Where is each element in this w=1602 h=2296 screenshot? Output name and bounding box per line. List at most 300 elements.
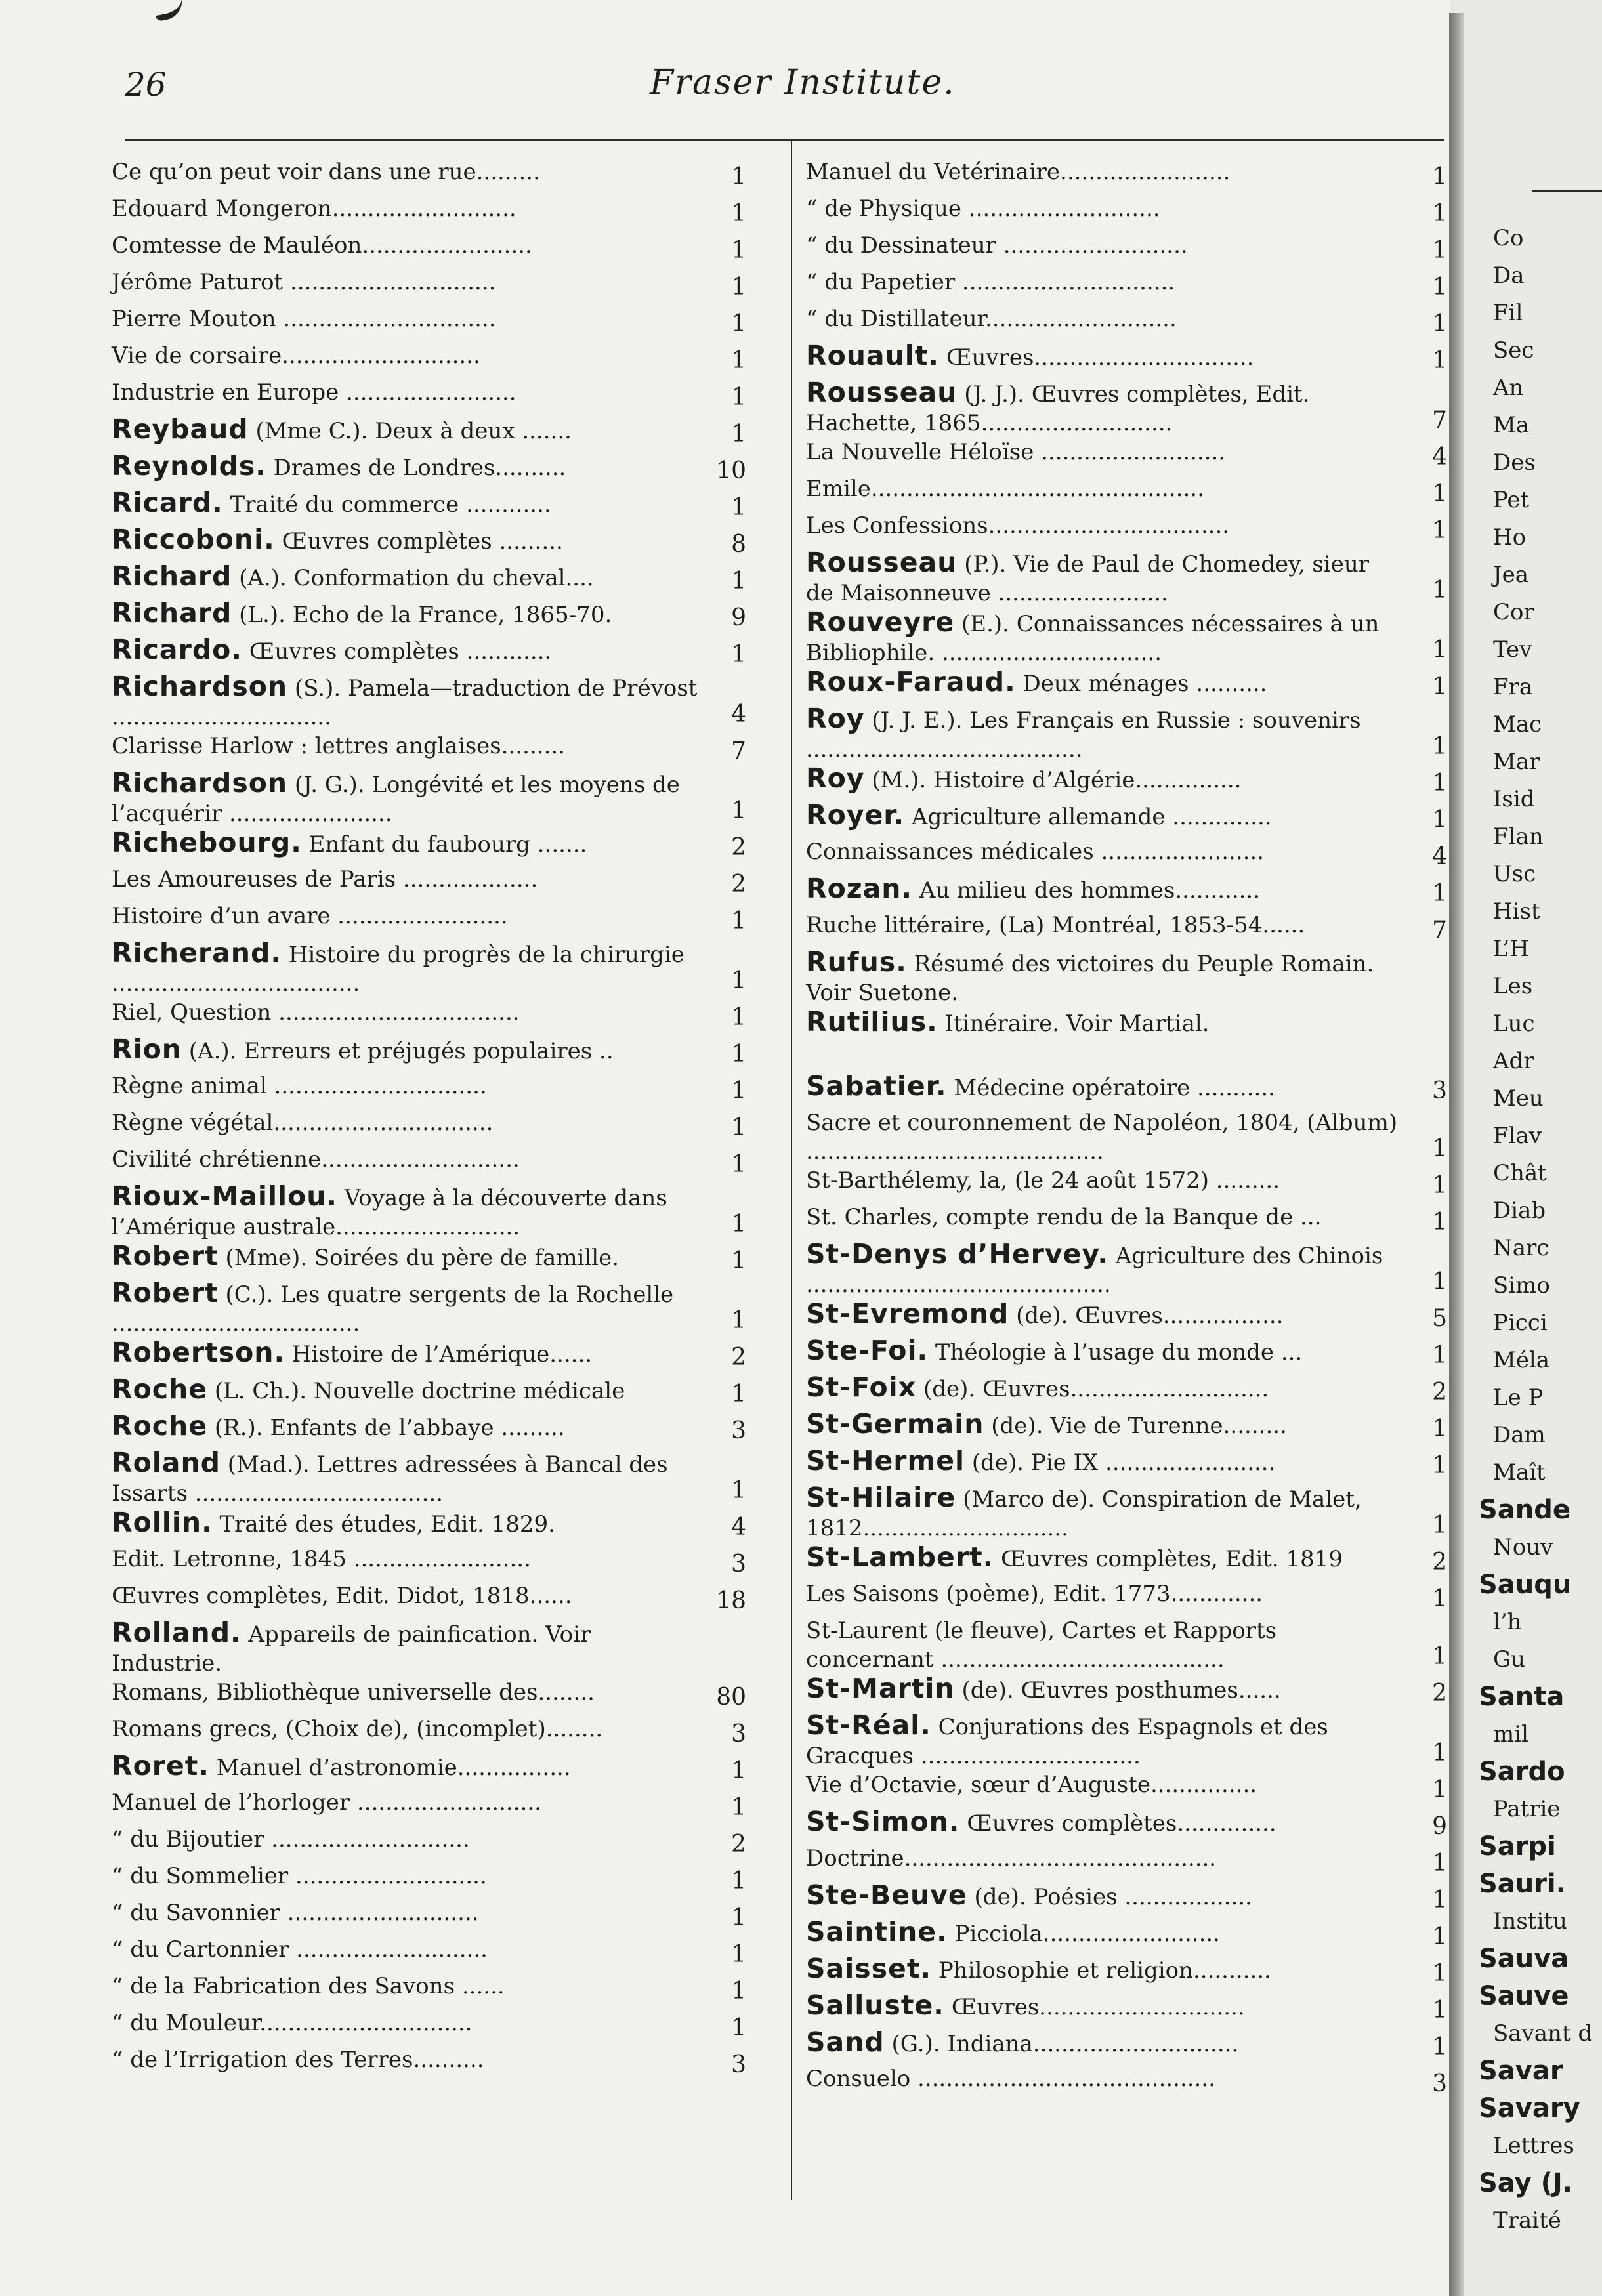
entry-text <box>112 635 702 666</box>
entry-volume-count: 1 <box>1432 310 1447 337</box>
entry-author: Robert <box>112 1277 219 1308</box>
entry-author: Roret. <box>112 1750 209 1782</box>
next-page-entry-fragment: Institu <box>1493 1908 1567 1934</box>
entry-volume-count: 1 <box>1432 1643 1447 1670</box>
entry-text <box>112 1035 702 1066</box>
entry-title: (de). Œuvres............................ <box>916 1376 1269 1402</box>
entry-text <box>112 1678 702 1707</box>
entry-title: Œuvres complètes ............ <box>242 638 552 665</box>
entry-author: St-Simon. <box>806 1806 960 1837</box>
entry-title: Jérôme Paturot ............................. <box>112 269 496 295</box>
entry-volume-count: 1 <box>731 310 746 337</box>
entry-text <box>112 1715 702 1743</box>
next-page-entry-fragment: Dam <box>1493 1422 1546 1448</box>
catalog-entry <box>806 1991 1452 2028</box>
entry-volume-count: 3 <box>731 1417 746 1444</box>
entry-title: Picciola......................... <box>947 1921 1220 1947</box>
entry-text <box>806 667 1403 698</box>
entry-volume-count: 1 <box>1432 1452 1447 1479</box>
next-page-entry-fragment: Narc <box>1493 1235 1549 1261</box>
catalog-entry <box>806 801 1452 837</box>
entry-author: Roche <box>112 1373 208 1405</box>
entry-title: Œuvres complètes, Edit. Didot, 1818...... <box>112 1583 572 1609</box>
entry-text <box>806 948 1403 1007</box>
entry-author: St-Hermel <box>806 1445 965 1476</box>
entry-text <box>806 1446 1403 1477</box>
next-page-entry-fragment: Savant d <box>1493 2020 1593 2047</box>
catalog-entry <box>806 1674 1452 1711</box>
entry-title: Connaissances médicales ....................... <box>806 839 1265 865</box>
next-page-entry-fragment: Sauve <box>1479 1981 1569 2011</box>
entry-volume-count: 1 <box>1432 1997 1447 2024</box>
catalog-entry <box>806 378 1452 438</box>
entry-text <box>112 1618 702 1678</box>
entry-volume-count: 1 <box>731 2014 746 2041</box>
catalog-entry <box>112 1145 751 1182</box>
entry-volume-count: 2 <box>731 1831 746 1858</box>
entry-author: Ste-Beuve <box>806 1879 967 1911</box>
entry-text <box>112 828 702 859</box>
next-page-entry-fragment: Usc <box>1493 861 1536 887</box>
entry-title: “ de Physique ........................... <box>806 196 1160 222</box>
catalog-entry <box>806 2028 1452 2064</box>
entry-author: Royer. <box>806 799 905 831</box>
entry-title: Philosophie et religion........... <box>931 1957 1271 1984</box>
entry-volume-count: 1 <box>1432 733 1447 760</box>
next-page-entry-fragment: Sauri. <box>1479 1869 1566 1899</box>
entry-title: Vie de corsaire............................ <box>112 343 480 369</box>
entry-title: “ du Cartonnier ........................... <box>112 1936 488 1963</box>
catalog-entry <box>806 231 1452 268</box>
next-page-entry-fragment: Savary <box>1479 2093 1580 2123</box>
entry-volume-count: 1 <box>1432 163 1447 190</box>
entry-author: Saisset. <box>806 1953 932 1984</box>
entry-text <box>806 548 1403 608</box>
entry-title: Les Confessions.................................. <box>806 512 1230 539</box>
entry-volume-count: 1 <box>731 568 746 595</box>
catalog-entry <box>112 732 751 768</box>
catalog-entry <box>806 1807 1452 1844</box>
entry-title: Règne végétal............................... <box>112 1110 494 1136</box>
entry-text <box>112 451 702 482</box>
entry-volume-count: 2 <box>731 871 746 898</box>
entry-volume-count: 1 <box>731 421 746 448</box>
entry-volume-count: 1 <box>731 908 746 934</box>
catalog-entry <box>112 1448 751 1508</box>
entry-title: St-Laurent (le fleuve), Cartes et Rapports concernant ........................................ <box>806 1618 1277 1673</box>
next-page-column <box>1479 220 1602 2240</box>
entry-text <box>806 1203 1403 1232</box>
column-divider <box>791 139 792 2200</box>
entry-text <box>806 194 1403 223</box>
next-page-entry-fragment: Jea <box>1493 562 1529 588</box>
entry-title: Sacre et couronnement de Napoléon, 1804, (Album) .......................................... <box>806 1110 1398 1165</box>
catalog-entry <box>806 1579 1452 1616</box>
entry-title: Au milieu des hommes............ <box>912 877 1261 904</box>
entry-title: Les Amoureuses de Paris ................... <box>112 866 538 892</box>
entry-volume-count: 1 <box>1432 200 1447 227</box>
next-page-entry-fragment: Sauqu <box>1479 1570 1572 1600</box>
entry-title: Théologie à l’usage du monde ... <box>928 1339 1303 1366</box>
next-page-entry-fragment: Pet <box>1493 487 1530 513</box>
entry-text <box>806 1579 1403 1608</box>
entry-author: Sabatier. <box>806 1070 947 1102</box>
catalog-entry <box>806 194 1452 231</box>
entry-title: (E.). Connaissances nécessaires à un Bibliophile. ............................... <box>806 611 1380 666</box>
catalog-entry <box>806 1007 1452 1044</box>
entry-text <box>806 1616 1403 1674</box>
entry-text <box>806 2028 1403 2058</box>
entry-author: Richardson <box>112 767 288 799</box>
entry-title: Romans, Bibliothèque universelle des........ <box>112 1679 595 1705</box>
entry-author: Roche <box>112 1410 208 1442</box>
catalog-entry <box>806 1336 1452 1373</box>
entry-title: (Marco de). Conspiration de Malet, 1812............................. <box>806 1486 1362 1541</box>
entry-volume-count: 1 <box>731 1211 746 1238</box>
entry-volume-count: 1 <box>1432 1512 1447 1539</box>
next-page-entry-fragment: An <box>1493 375 1524 401</box>
entry-title: Agriculture des Chinois ........................................... <box>806 1243 1383 1298</box>
entry-title: Vie d’Octavie, sœur d’Auguste............... <box>806 1772 1257 1798</box>
catalog-entry <box>112 635 751 672</box>
next-page-entry-fragment: Co <box>1493 225 1524 251</box>
catalog-entry <box>806 438 1452 474</box>
entry-text <box>112 672 702 732</box>
catalog-entry <box>112 2009 751 2045</box>
entry-volume-count: 4 <box>1432 444 1447 470</box>
entry-author: Richardson <box>112 671 288 702</box>
entry-title: Appareils de painfication. Voir Industrie. <box>112 1621 591 1677</box>
entry-text <box>112 378 702 407</box>
entry-text <box>806 304 1403 333</box>
entry-text <box>112 938 702 998</box>
entry-title: Ruche littéraire, (La) Montréal, 1853-54...... <box>806 912 1305 938</box>
entry-volume-count: 2 <box>1432 1680 1447 1707</box>
entry-text <box>112 304 702 333</box>
catalog-entry <box>806 1770 1452 1807</box>
page-gutter-shadow <box>1449 13 1464 2296</box>
next-page-entry-fragment: Lettres <box>1493 2133 1574 2159</box>
catalog-entry <box>112 998 751 1035</box>
entry-title: Œuvres complètes, Edit. 1819 <box>994 1546 1343 1572</box>
entry-title: Comtesse de Mauléon........................ <box>112 232 532 259</box>
next-page-entry-fragment: Le P <box>1493 1385 1544 1411</box>
entry-title: (G.). Indiana............................. <box>884 2031 1239 2057</box>
entry-title: (de). Œuvres posthumes...... <box>954 1677 1281 1703</box>
entry-volume-count: 1 <box>731 1904 746 1931</box>
catalog-entry <box>112 1411 751 1448</box>
entry-volume-count: 1 <box>731 237 746 264</box>
next-page-entry-fragment: Nouv <box>1493 1534 1553 1560</box>
catalog-entry <box>806 1299 1452 1336</box>
entry-title: “ du Sommelier ........................... <box>112 1863 487 1889</box>
entry-volume-count: 1 <box>731 1077 746 1104</box>
entry-text <box>806 1072 1403 1102</box>
entry-text <box>112 194 702 223</box>
entry-text <box>112 1581 702 1610</box>
entry-volume-count: 1 <box>1432 1585 1447 1612</box>
entry-title: “ du Savonnier ........................... <box>112 1900 479 1926</box>
catalog-entry <box>112 1715 751 1751</box>
entry-title: (de). Œuvres................. <box>1009 1303 1284 1329</box>
entry-text <box>806 2064 1403 2093</box>
scan-mark <box>152 0 185 22</box>
header-rule <box>125 139 1444 141</box>
catalog-entry <box>806 764 1452 801</box>
entry-volume-count: 2 <box>1432 1379 1447 1406</box>
entry-volume-count: 2 <box>731 834 746 861</box>
catalog-entry <box>112 1072 751 1108</box>
entry-text <box>806 1373 1403 1404</box>
entry-text <box>112 1072 702 1100</box>
entry-title: Histoire du progrès de la chirurgie ................................... <box>112 942 685 997</box>
entry-title: (L. Ch.). Nouvelle doctrine médicale <box>207 1378 625 1404</box>
next-page-entry-fragment: Chât <box>1493 1160 1547 1186</box>
entry-text <box>806 1166 1403 1195</box>
entry-title: Conjurations des Espagnols et des Gracques ............................... <box>806 1714 1328 1769</box>
entry-title: Doctrine............................................ <box>806 1845 1217 1871</box>
entry-author: Riccoboni. <box>112 524 275 555</box>
entry-title: (A.). Conformation du cheval.... <box>232 565 594 591</box>
next-page-entry-fragment: Flan <box>1493 824 1544 850</box>
entry-volume-count: 1 <box>731 1004 746 1031</box>
catalog-entry <box>112 1678 751 1715</box>
entry-text <box>112 1278 702 1338</box>
catalog-entry <box>112 1751 751 1788</box>
next-page-entry-fragment: l’h <box>1493 1609 1522 1635</box>
entry-author: Rouault. <box>806 340 940 371</box>
entry-author: Rufus. <box>806 946 907 978</box>
entry-text <box>806 1543 1403 1574</box>
entry-text <box>806 511 1403 540</box>
entry-author: St-Réal. <box>806 1709 931 1741</box>
next-page-entry-fragment: Cor <box>1493 599 1534 625</box>
page-number: 26 <box>125 66 167 104</box>
entry-title: (M.). Histoire d’Algérie............... <box>864 767 1242 793</box>
entry-text <box>112 157 702 186</box>
entry-volume-count: 1 <box>1432 1268 1447 1295</box>
catalog-entry <box>112 1581 751 1618</box>
entry-text <box>112 415 702 446</box>
entry-volume-count: 4 <box>731 1514 746 1541</box>
entry-volume-count: 1 <box>731 494 746 521</box>
entry-author: Sand <box>806 2026 885 2058</box>
next-page-entry-fragment: Santa <box>1479 1682 1565 1712</box>
entry-author: Ricardo. <box>112 634 242 665</box>
catalog-entry <box>112 268 751 304</box>
entry-title: Agriculture allemande .............. <box>904 804 1272 830</box>
entry-text <box>806 837 1403 866</box>
entry-volume-count: 3 <box>1432 2070 1447 2097</box>
next-page-entry-fragment: Da <box>1493 262 1525 289</box>
entry-volume-count: 1 <box>1432 274 1447 301</box>
entry-text <box>806 231 1403 260</box>
entry-title: “ du Papetier .............................. <box>806 269 1175 295</box>
entry-text <box>806 1240 1403 1299</box>
catalog-entry <box>806 304 1452 341</box>
entry-volume-count: 1 <box>731 1477 746 1504</box>
entry-author: Rozan. <box>806 873 913 904</box>
next-page-entry-fragment: L’H <box>1493 936 1529 962</box>
catalog-entry <box>112 1108 751 1145</box>
entry-title: Histoire de l’Amérique...... <box>285 1341 593 1367</box>
entry-text <box>806 1844 1403 1873</box>
entry-volume-count: 1 <box>731 1307 746 1334</box>
catalog-entry <box>806 1240 1452 1299</box>
entry-author: Roux-Faraud. <box>806 666 1016 698</box>
catalog-entry <box>806 1881 1452 1917</box>
entry-volume-count: 1 <box>731 163 746 190</box>
catalog-entry <box>806 1711 1452 1770</box>
entry-volume-count: 8 <box>731 531 746 558</box>
entry-text <box>806 378 1403 438</box>
entry-text <box>112 268 702 297</box>
entry-title: Emile............................................... <box>806 476 1204 502</box>
catalog-entry <box>112 1618 751 1678</box>
entry-author: Ricard. <box>112 487 223 518</box>
next-page-entry-fragment: Patrie <box>1493 1796 1561 1822</box>
catalog-entry <box>112 1035 751 1072</box>
entry-volume-count: 7 <box>731 738 746 764</box>
entry-volume-count: 1 <box>1432 1172 1447 1199</box>
entry-volume-count: 1 <box>1432 673 1447 700</box>
entry-text <box>806 1954 1403 1985</box>
entry-title: Drames de Londres.......... <box>266 455 566 481</box>
entry-title: (Mme C.). Deux à deux ....... <box>248 418 572 444</box>
entry-volume-count: 7 <box>1432 407 1447 434</box>
entry-title: (R.). Enfants de l’abbaye ......... <box>207 1415 565 1441</box>
entry-text <box>806 1409 1403 1440</box>
entry-author: Rollin. <box>112 1507 213 1538</box>
catalog-entry <box>112 1242 751 1278</box>
entry-title: Histoire d’un avare ........................ <box>112 903 508 929</box>
entry-volume-count: 18 <box>716 1587 746 1614</box>
catalog-entry <box>806 1844 1452 1881</box>
entry-title: Civilité chrétienne............................ <box>112 1146 520 1173</box>
entry-volume-count: 1 <box>1432 1887 1447 1913</box>
entry-text <box>806 1881 1403 1911</box>
catalog-entry <box>806 837 1452 874</box>
entry-title: “ du Bijoutier ............................ <box>112 1826 470 1852</box>
catalog-entry <box>112 378 751 415</box>
entry-text <box>112 231 702 260</box>
next-page-entry-fragment: Fil <box>1493 300 1523 326</box>
catalog-entry <box>806 667 1452 704</box>
entry-author: Roland <box>112 1447 221 1478</box>
next-page-entry-fragment: Mar <box>1493 749 1540 775</box>
entry-author: Ste-Foi. <box>806 1335 929 1366</box>
entry-title: Manuel de l’horloger .......................... <box>112 1789 541 1816</box>
catalog-entry <box>112 828 751 865</box>
catalog-entry <box>112 902 751 938</box>
entry-title: Edouard Mongeron.......................... <box>112 196 516 222</box>
entry-author: Reybaud <box>112 413 249 445</box>
catalog-entry <box>112 865 751 902</box>
entry-author: Richerand. <box>112 937 282 969</box>
entry-volume-count: 4 <box>731 701 746 728</box>
entry-text <box>806 874 1403 905</box>
entry-volume-count: 3 <box>731 1551 746 1577</box>
entry-title: Edit. Letronne, 1845 ......................... <box>112 1546 531 1572</box>
next-page-entry-fragment: Picci <box>1493 1310 1548 1336</box>
catalog-entry <box>112 1545 751 1581</box>
next-page-entry-fragment: Meu <box>1493 1085 1544 1112</box>
next-page-entry-fragment: Sardo <box>1479 1757 1565 1787</box>
entry-text <box>806 704 1403 764</box>
entry-text <box>806 1917 1403 1948</box>
entry-volume-count: 1 <box>1432 770 1447 797</box>
next-page-entry-fragment: Gu <box>1493 1646 1526 1673</box>
entry-volume-count: 2 <box>731 1344 746 1371</box>
catalog-entry <box>806 1616 1452 1674</box>
entry-text <box>112 1338 702 1369</box>
entry-text <box>112 1375 702 1406</box>
entry-title: Enfant du faubourg ....... <box>301 831 587 858</box>
next-page-entry-fragment: Savar <box>1479 2056 1563 2086</box>
catalog-entry <box>806 1072 1452 1108</box>
catalog-entry <box>806 1166 1452 1203</box>
next-page-entry-fragment: Isid <box>1493 786 1535 812</box>
entry-title: Résumé des victoires du Peuple Romain. Voir Suetone. <box>806 951 1374 1006</box>
entry-title: Traité des études, Edit. 1829. <box>212 1511 555 1537</box>
entry-volume-count: 1 <box>1432 1776 1447 1803</box>
catalog-entry <box>806 948 1452 1007</box>
entry-volume-count: 7 <box>1432 917 1447 944</box>
next-page-entry-fragment: Say (J. <box>1479 2168 1572 2198</box>
entry-title: Les Saisons (poème), Edit. 1773............. <box>806 1581 1263 1607</box>
entry-author: Salluste. <box>806 1990 944 2021</box>
next-page-entry-fragment: Tev <box>1493 637 1532 663</box>
middle-column <box>806 157 1452 2101</box>
catalog-entry <box>112 231 751 268</box>
entry-text <box>112 732 702 761</box>
entry-text <box>112 1862 702 1890</box>
next-page-entry-fragment: Diab <box>1493 1198 1546 1224</box>
entry-volume-count: 1 <box>1432 880 1447 907</box>
entry-title: Médecine opératoire ........... <box>946 1075 1275 1101</box>
entry-title: (J. J.). Œuvres complètes, Edit. Hachette, 1865........................... <box>806 381 1310 436</box>
entry-text <box>806 157 1403 186</box>
entry-title: Clarisse Harlow : lettres anglaises......... <box>112 733 565 759</box>
entry-author: St-Denys d’Hervey. <box>806 1238 1108 1270</box>
entry-title: Deux ménages .......... <box>1015 671 1267 697</box>
entry-volume-count: 1 <box>1432 637 1447 663</box>
entry-text <box>806 1007 1403 1038</box>
catalog-entry <box>112 304 751 341</box>
catalog-entry <box>806 1409 1452 1446</box>
next-page-entry-fragment: mil <box>1493 1721 1528 1747</box>
entry-text <box>112 902 702 930</box>
entry-author: St-Martin <box>806 1673 955 1704</box>
entry-author: St-Hilaire <box>806 1482 956 1513</box>
entry-title: Œuvres............................. <box>944 1994 1245 2020</box>
entry-author: Rousseau <box>806 377 958 408</box>
next-page-header-rule <box>1532 190 1602 192</box>
running-head-title: Fraser Institute. <box>650 63 956 102</box>
entry-text <box>806 1807 1403 1838</box>
entry-title: Pierre Mouton .............................. <box>112 306 496 332</box>
entry-author: Robert <box>112 1240 219 1272</box>
next-page-entry-fragment: Flav <box>1493 1123 1542 1149</box>
entry-volume-count: 1 <box>731 1978 746 2005</box>
entry-volume-count: 1 <box>1432 237 1447 264</box>
catalog-entry <box>806 874 1452 911</box>
entry-author: Rousseau <box>806 547 958 578</box>
entry-title: “ du Mouleur.............................. <box>112 2010 473 2036</box>
entry-text <box>806 1108 1403 1166</box>
catalog-entry <box>112 1898 751 1935</box>
next-page-entry-fragment: Des <box>1493 449 1536 476</box>
